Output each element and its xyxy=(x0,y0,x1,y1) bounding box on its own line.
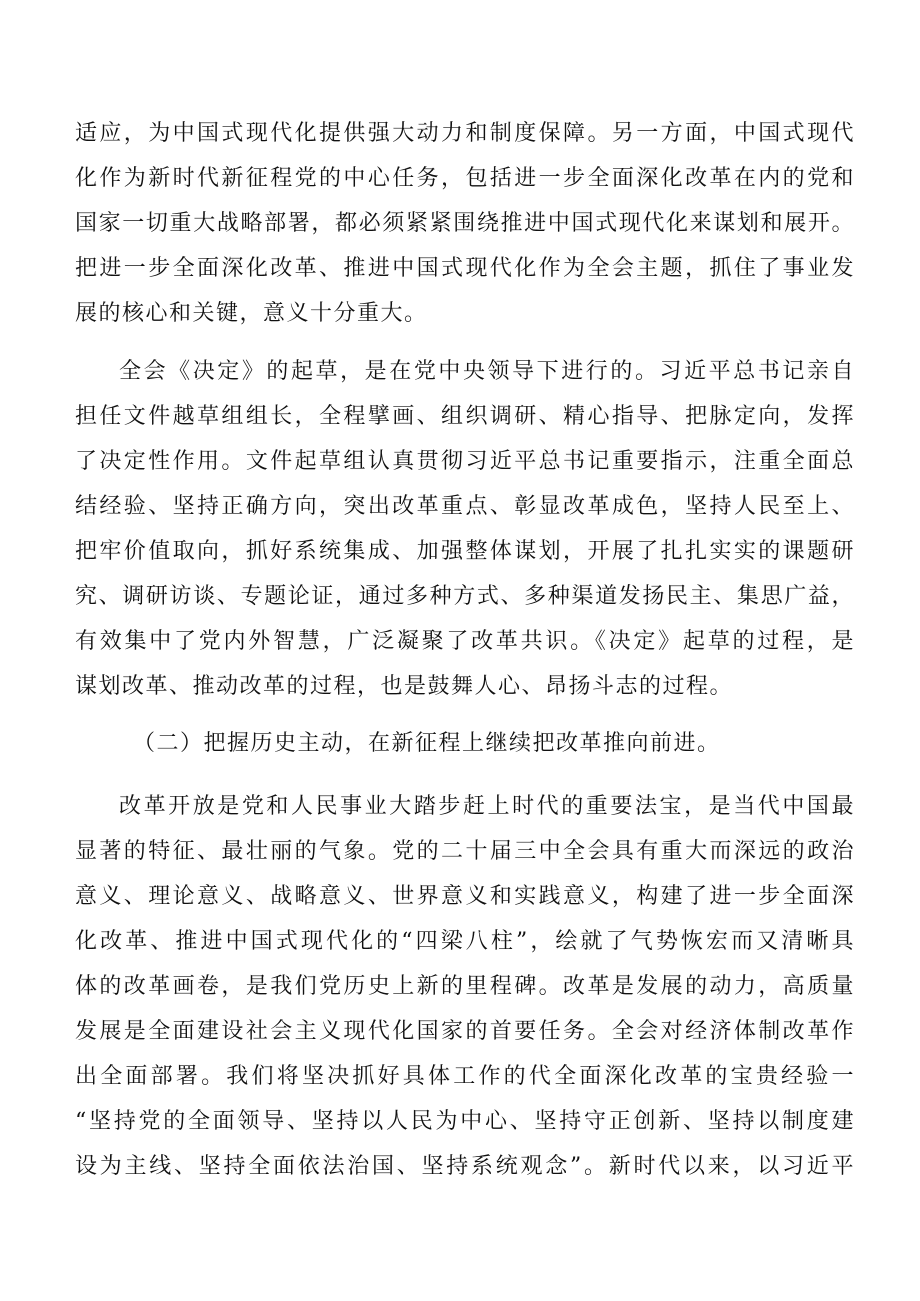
text-line: 了决定性作用。文件起草组认真贯彻习近平总书记重要指示，注重全面总 xyxy=(75,449,855,474)
text-line: 国家一切重大战略部署，都必须紧紧围绕推进中国式现代化来谋划和展开。 xyxy=(75,211,855,236)
paragraph-1 xyxy=(75,111,855,336)
text-line: 有效集中了党内外智慧，广泛凝聚了改革共识。《决定》起草的过程，是 xyxy=(75,629,855,654)
text-line: 谋划改革、推动改革的过程，也是鼓舞人心、昂扬斗志的过程。 xyxy=(75,674,734,699)
text-line: 发展是全面建设社会主义现代化国家的首要任务。全会对经济体制改革作 xyxy=(75,1019,855,1044)
text-line: 显著的特征、最壮丽的气象。党的二十届三中全会具有重大而深远的政治 xyxy=(75,839,855,864)
text-line: 体的改革画卷，是我们党历史上新的里程碑。改革是发展的动力，高质量 xyxy=(75,974,855,999)
text-line: 全会《决定》的起草，是在党中央领导下进行的。习近平总书记亲自 xyxy=(119,359,855,384)
text-line: 展的核心和关键，意义十分重大。 xyxy=(75,301,428,326)
paragraph-2 xyxy=(75,349,855,709)
text-line: 改革开放是党和人民事业大踏步赶上时代的重要法宝，是当代中国最 xyxy=(119,794,855,819)
text-line: 出全面部署。我们将坚决抓好具体工作的代全面深化改革的宝贵经验一 xyxy=(75,1064,855,1089)
text-line: 设为主线、坚持全面依法治国、坚持系统观念”。新时代以来，以习近平 xyxy=(75,1154,855,1179)
text-line: 适应，为中国式现代化提供强大动力和制度保障。另一方面，中国式现代 xyxy=(75,121,855,146)
text-line: 化改革、推进中国式现代化的“四梁八柱”，绘就了气势恢宏而又清晰具 xyxy=(75,929,855,954)
text-line: 把进一步全面深化改革、推进中国式现代化作为全会主题，抓住了事业发 xyxy=(75,256,855,281)
section-heading-text: （二）把握历史主动，在新征程上继续把改革推向前进。 xyxy=(133,731,721,756)
text-line: “坚持党的全面领导、坚持以人民为中心、坚持守正创新、坚持以制度建 xyxy=(75,1109,855,1134)
text-line: 担任文件越草组组长，全程擘画、组织调研、精心指导、把脉定向，发挥 xyxy=(75,404,855,429)
text-line: 究、调研访谈、专题论证，通过多种方式、多种渠道发扬民主、集思广益， xyxy=(75,584,855,609)
section-heading xyxy=(75,721,855,766)
text-line: 把牢价值取向，抓好系统集成、加强整体谋划，开展了扎扎实实的课题研 xyxy=(75,539,855,564)
paragraph-3 xyxy=(75,784,855,1189)
text-line: 意义、理论意义、战略意义、世界意义和实践意义，构建了进一步全面深 xyxy=(75,884,855,909)
text-line: 结经验、坚持正确方向，突出改革重点、彰显改革成色，坚持人民至上、 xyxy=(75,494,855,519)
text-line: 化作为新时代新征程党的中心任务，包括进一步全面深化改革在内的党和 xyxy=(75,166,855,191)
